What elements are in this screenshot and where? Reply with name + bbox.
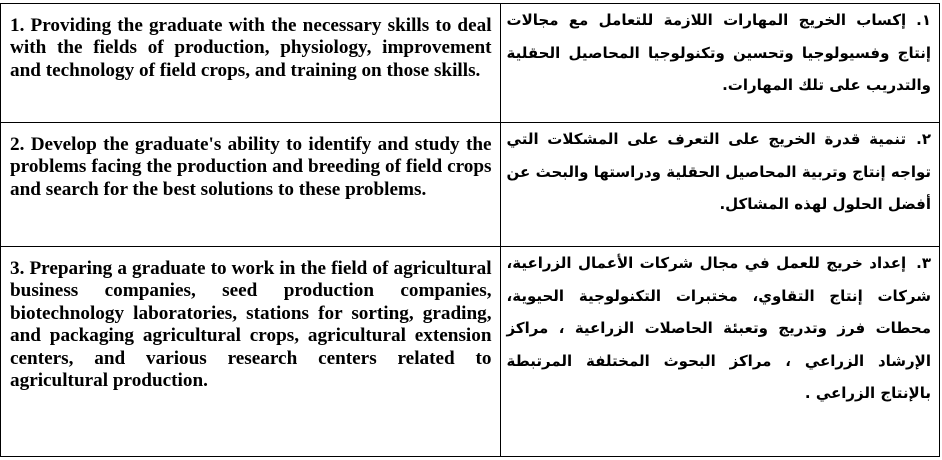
objective-2-english: 2. Develop the graduate's ability to identify and study the problems facing the production and breeding of field crops and search for the best solutions to these problems. <box>1 123 501 247</box>
objective-1-arabic <box>500 4 939 123</box>
objective-1-arabic-text: إكساب الخريج المهارات اللازمة للتعامل مع مجالات إنتاج وفسيولوجيا وتحسين وتكنولوجيا المحاصيل الحقلية والتدريب على تلك المهارات. <box>506 11 931 94</box>
objective-3-arabic-number: ٣. <box>916 254 931 272</box>
objective-1-arabic-number: ١. <box>916 11 931 29</box>
objectives-table <box>0 3 940 457</box>
table-row <box>1 4 940 123</box>
objective-3-english: 3. Preparing a graduate to work in the field of agricultural business companies, seed production companies, biotechnology laboratories, stations for sorting, grading, and packaging agricultural crops, agricultural extension centers, and various research centers related to agricultural production. <box>1 247 501 457</box>
objective-2-arabic-text: تنمية قدرة الخريج على التعرف على المشكلات التي تواجه إنتاج وتربية المحاصيل الحقلية ودراستها والبحث عن أفضل الحلول لهذه المشاكل. <box>506 130 931 213</box>
table-row <box>1 247 940 457</box>
objective-2-arabic <box>500 123 939 247</box>
objective-1-english: 1. Providing the graduate with the necessary skills to deal with the fields of production, physiology, improvement and technology of field crops, and training on those skills. <box>1 4 501 123</box>
objective-3-arabic-text: إعداد خريج للعمل في مجال شركات الأعمال الزراعية، شركات إنتاج التقاوي، مختبرات التكنولوجية الحيوية، محطات فرز وتدريج وتعبئة الحاصلات الزراعية ، مراكز الإرشاد الزراعي ، مراكز البحوث المختلفة المرتبطة بالإنتاج الزراعي . <box>506 254 931 402</box>
objective-2-arabic-number: ٢. <box>916 130 931 148</box>
objective-3-arabic <box>500 247 939 457</box>
table-row <box>1 123 940 247</box>
